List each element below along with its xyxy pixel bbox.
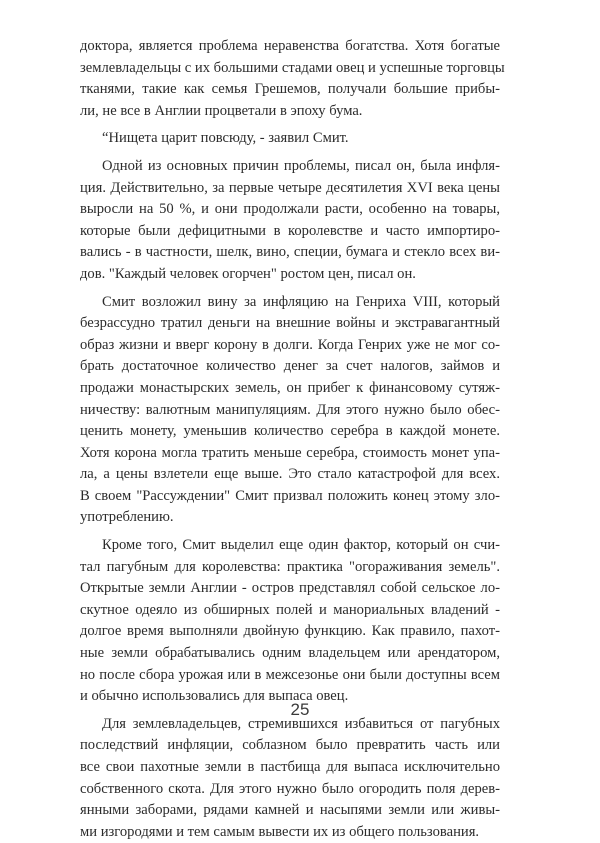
text-line: дов. "Каждый человек огорчен" ростом цен, писал он. bbox=[80, 265, 416, 282]
text-line: скутное одеяло из обширных полей и манориальных владений - bbox=[80, 601, 500, 618]
text-line: доктора, является проблема неравенства богатства. Хотя богатые bbox=[80, 38, 500, 54]
text-line: ли, не все в Англии процветали в эпоху бума. bbox=[80, 102, 363, 119]
text-line: которые были дефицитными в королевстве и часто импортиро- bbox=[80, 222, 500, 239]
text-line: последствий инфляции, соблазном было превратить часть или bbox=[80, 737, 500, 754]
text-line: ми изгородями и тем самым вывести их из общего пользования. bbox=[80, 823, 480, 840]
text-line: янными заборами, рядами камней и насыпями земли или живы- bbox=[80, 802, 500, 819]
text-line: Смит возложил вину за инфляцию на Генриха VIII, который bbox=[102, 293, 500, 310]
text-line: В своем "Рассуждении" Смит призвал положить конец этому зло- bbox=[80, 487, 500, 504]
text-line: все свои пахотные земли в пастбища для выпаса исключительно bbox=[80, 759, 500, 775]
text-line: землевладельцы с их большими стадами овец и успешные торговцы bbox=[80, 59, 505, 76]
text-line: продажи монастырских земель, он прибег к финансовому сутяж- bbox=[80, 379, 500, 396]
text-line: ные земли обрабатывались одним владельцем или арендатором, bbox=[80, 645, 500, 662]
text-line: ла, а цены взлетели еще выше. Это стало катастрофой для всех. bbox=[80, 466, 500, 483]
text-line: вались - в частности, шелк, вино, специи, бумага и стекло всех ви- bbox=[80, 244, 500, 261]
page-body bbox=[80, 36, 505, 843]
text-line: тал пагубным для королевства: практика "огораживания земель". bbox=[80, 558, 500, 575]
text-line: Открытые земли Англии - остров представлял собой сельское ло- bbox=[80, 580, 500, 597]
paragraph-2 bbox=[80, 128, 500, 150]
text-line: выросли на 50 %, и они продолжали расти, особенно на товары, bbox=[80, 201, 500, 218]
text-line: Одной из основных причин проблемы, писал он, была инфля- bbox=[102, 157, 500, 174]
text-line: “Нищета царит повсюду, - заявил Смит. bbox=[102, 130, 349, 147]
text-line: собственного скота. Для этого нужно было огородить поля дерев- bbox=[80, 780, 500, 797]
text-line: Кроме того, Смит выделил еще один фактор, который он счи- bbox=[102, 537, 500, 554]
text-line: ценить монету, уменьшив количество серебра в каждой монете. bbox=[80, 423, 500, 440]
text-line: и обычно использовались для выпаса овец. bbox=[80, 688, 349, 705]
text-line: безрассудно тратил деньги на внешние войны и экстравагантный bbox=[80, 315, 500, 332]
text-line: Для землевладельцев, стремившихся избавиться от пагубных bbox=[102, 715, 500, 732]
text-line: ция. Действительно, за первые четыре десятилетия XVI века цены bbox=[80, 179, 500, 196]
paragraph-5 bbox=[80, 535, 500, 708]
paragraph-4 bbox=[80, 292, 500, 530]
paragraph-1 bbox=[80, 36, 505, 122]
paragraph-3 bbox=[80, 156, 500, 286]
text-line: но после сбора урожая или в межсезонье они были доступны всем bbox=[80, 666, 500, 683]
text-line: брать достаточное количество денег за счет налогов, займов и bbox=[80, 358, 500, 375]
text-line: образ жизни и вверг корону в долги. Когда Генрих уже не мог со- bbox=[80, 336, 500, 353]
text-line: употреблению. bbox=[80, 509, 174, 526]
text-line: тканями, такие как семья Грешемов, получали большие прибы- bbox=[80, 81, 500, 98]
text-line: ничеству: валютным манипуляциям. Для этого нужно было обес- bbox=[80, 401, 500, 418]
text-line: Хотя корона могла тратить меньше серебра, стоимость монет упа- bbox=[80, 444, 500, 461]
text-line: долгое время выполняли двойную функцию. Как правило, пахот- bbox=[80, 623, 500, 640]
page-number: 25 bbox=[290, 700, 310, 719]
paragraph-6 bbox=[80, 714, 500, 843]
